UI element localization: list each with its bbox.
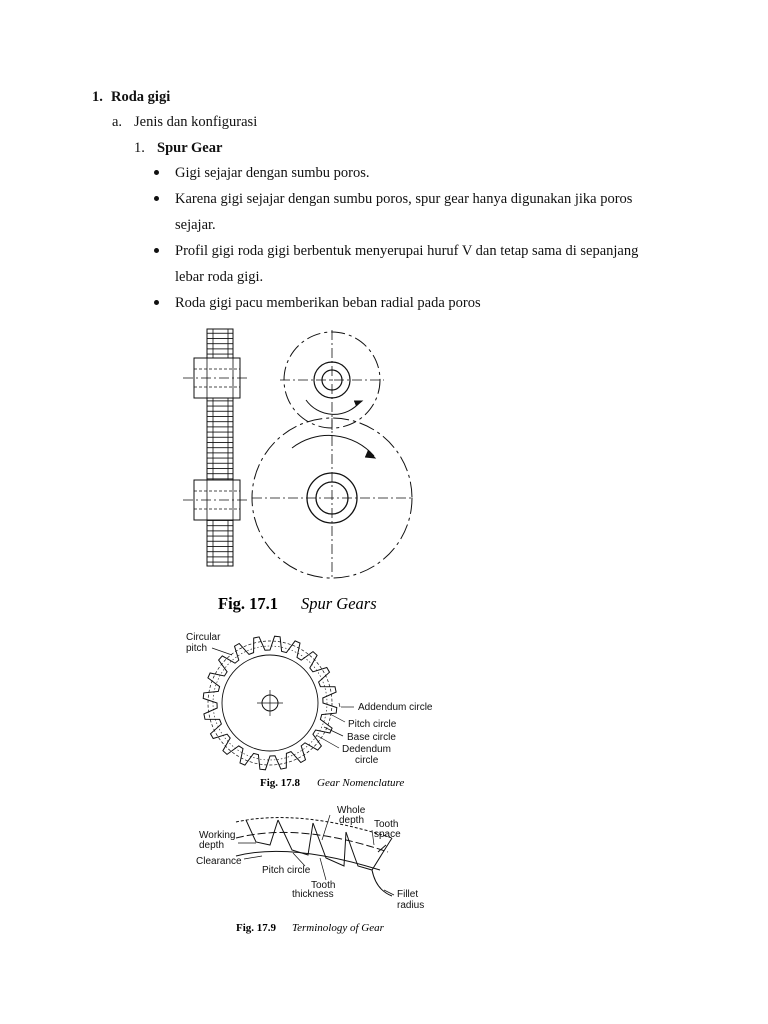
label-working-depth-1: Working (199, 830, 236, 841)
label-addendum-circle: Addendum circle (358, 702, 433, 713)
fig2-title: Gear Nomenclature (317, 777, 405, 789)
gear-side-view (183, 329, 250, 566)
bullet-2-line1: Karena gigi sejajar dengan sumbu poros, spur gear hanya digunakan jika poros (175, 191, 633, 207)
label-pitch-circle: Pitch circle (262, 865, 311, 876)
label-circular-pitch-2: pitch (186, 643, 208, 654)
label-clearance: Clearance (196, 856, 242, 867)
label-pitch-circle: Pitch circle (348, 719, 397, 730)
subheading-text: Jenis dan konfigurasi (134, 114, 258, 130)
heading-title: Roda gigi (111, 89, 171, 105)
fig2-label: Fig. 17.8 (260, 777, 301, 789)
bullet-1-line1: Gigi sejajar dengan sumbu poros. (175, 165, 370, 181)
fig1-title: Spur Gears (301, 594, 377, 613)
gear-terminology-figure (196, 805, 424, 934)
label-tooth-space-2: space (374, 829, 401, 840)
bullet-3-line2: lebar roda gigi. (175, 269, 264, 285)
bullet-3-line1: Profil gigi roda gigi berbentuk menyerupai huruf V dan tetap sama di sepanjang (175, 243, 639, 259)
fig3-title: Terminology of Gear (292, 922, 384, 934)
label-tooth-thickness-1: Tooth (311, 880, 336, 891)
section-title: Spur Gear (157, 140, 223, 156)
label-working-depth-2: depth (199, 840, 225, 851)
label-whole-depth-2: depth (339, 815, 365, 826)
bullet-2-line2: sejajar. (175, 217, 216, 233)
label-fillet-radius-1: Fillet (397, 889, 419, 900)
label-whole-depth-1: Whole (337, 805, 366, 816)
bullet-4-line1: Roda gigi pacu memberikan beban radial pada poros (175, 295, 481, 311)
label-circular-pitch-1: Circular (186, 632, 221, 643)
gear-front-view (252, 418, 414, 578)
label-dedendum-2: circle (355, 755, 379, 766)
label-base-circle: Base circle (347, 732, 396, 743)
fig3-label: Fig. 17.9 (236, 922, 277, 934)
heading-number: 1. (92, 89, 103, 105)
fig1-label: Fig. 17.1 (218, 594, 279, 613)
label-tooth-thickness-2: thickness (292, 889, 334, 900)
label-tooth-space-1: Tooth (374, 819, 399, 830)
pinion-front-view (280, 330, 384, 430)
label-dedendum-1: Dedendum (342, 744, 391, 755)
section-number: 1. (134, 140, 145, 156)
gear-nomenclature-figure (186, 632, 433, 789)
label-fillet-radius-2: radius (397, 900, 425, 911)
subheading-marker: a. (112, 114, 123, 130)
